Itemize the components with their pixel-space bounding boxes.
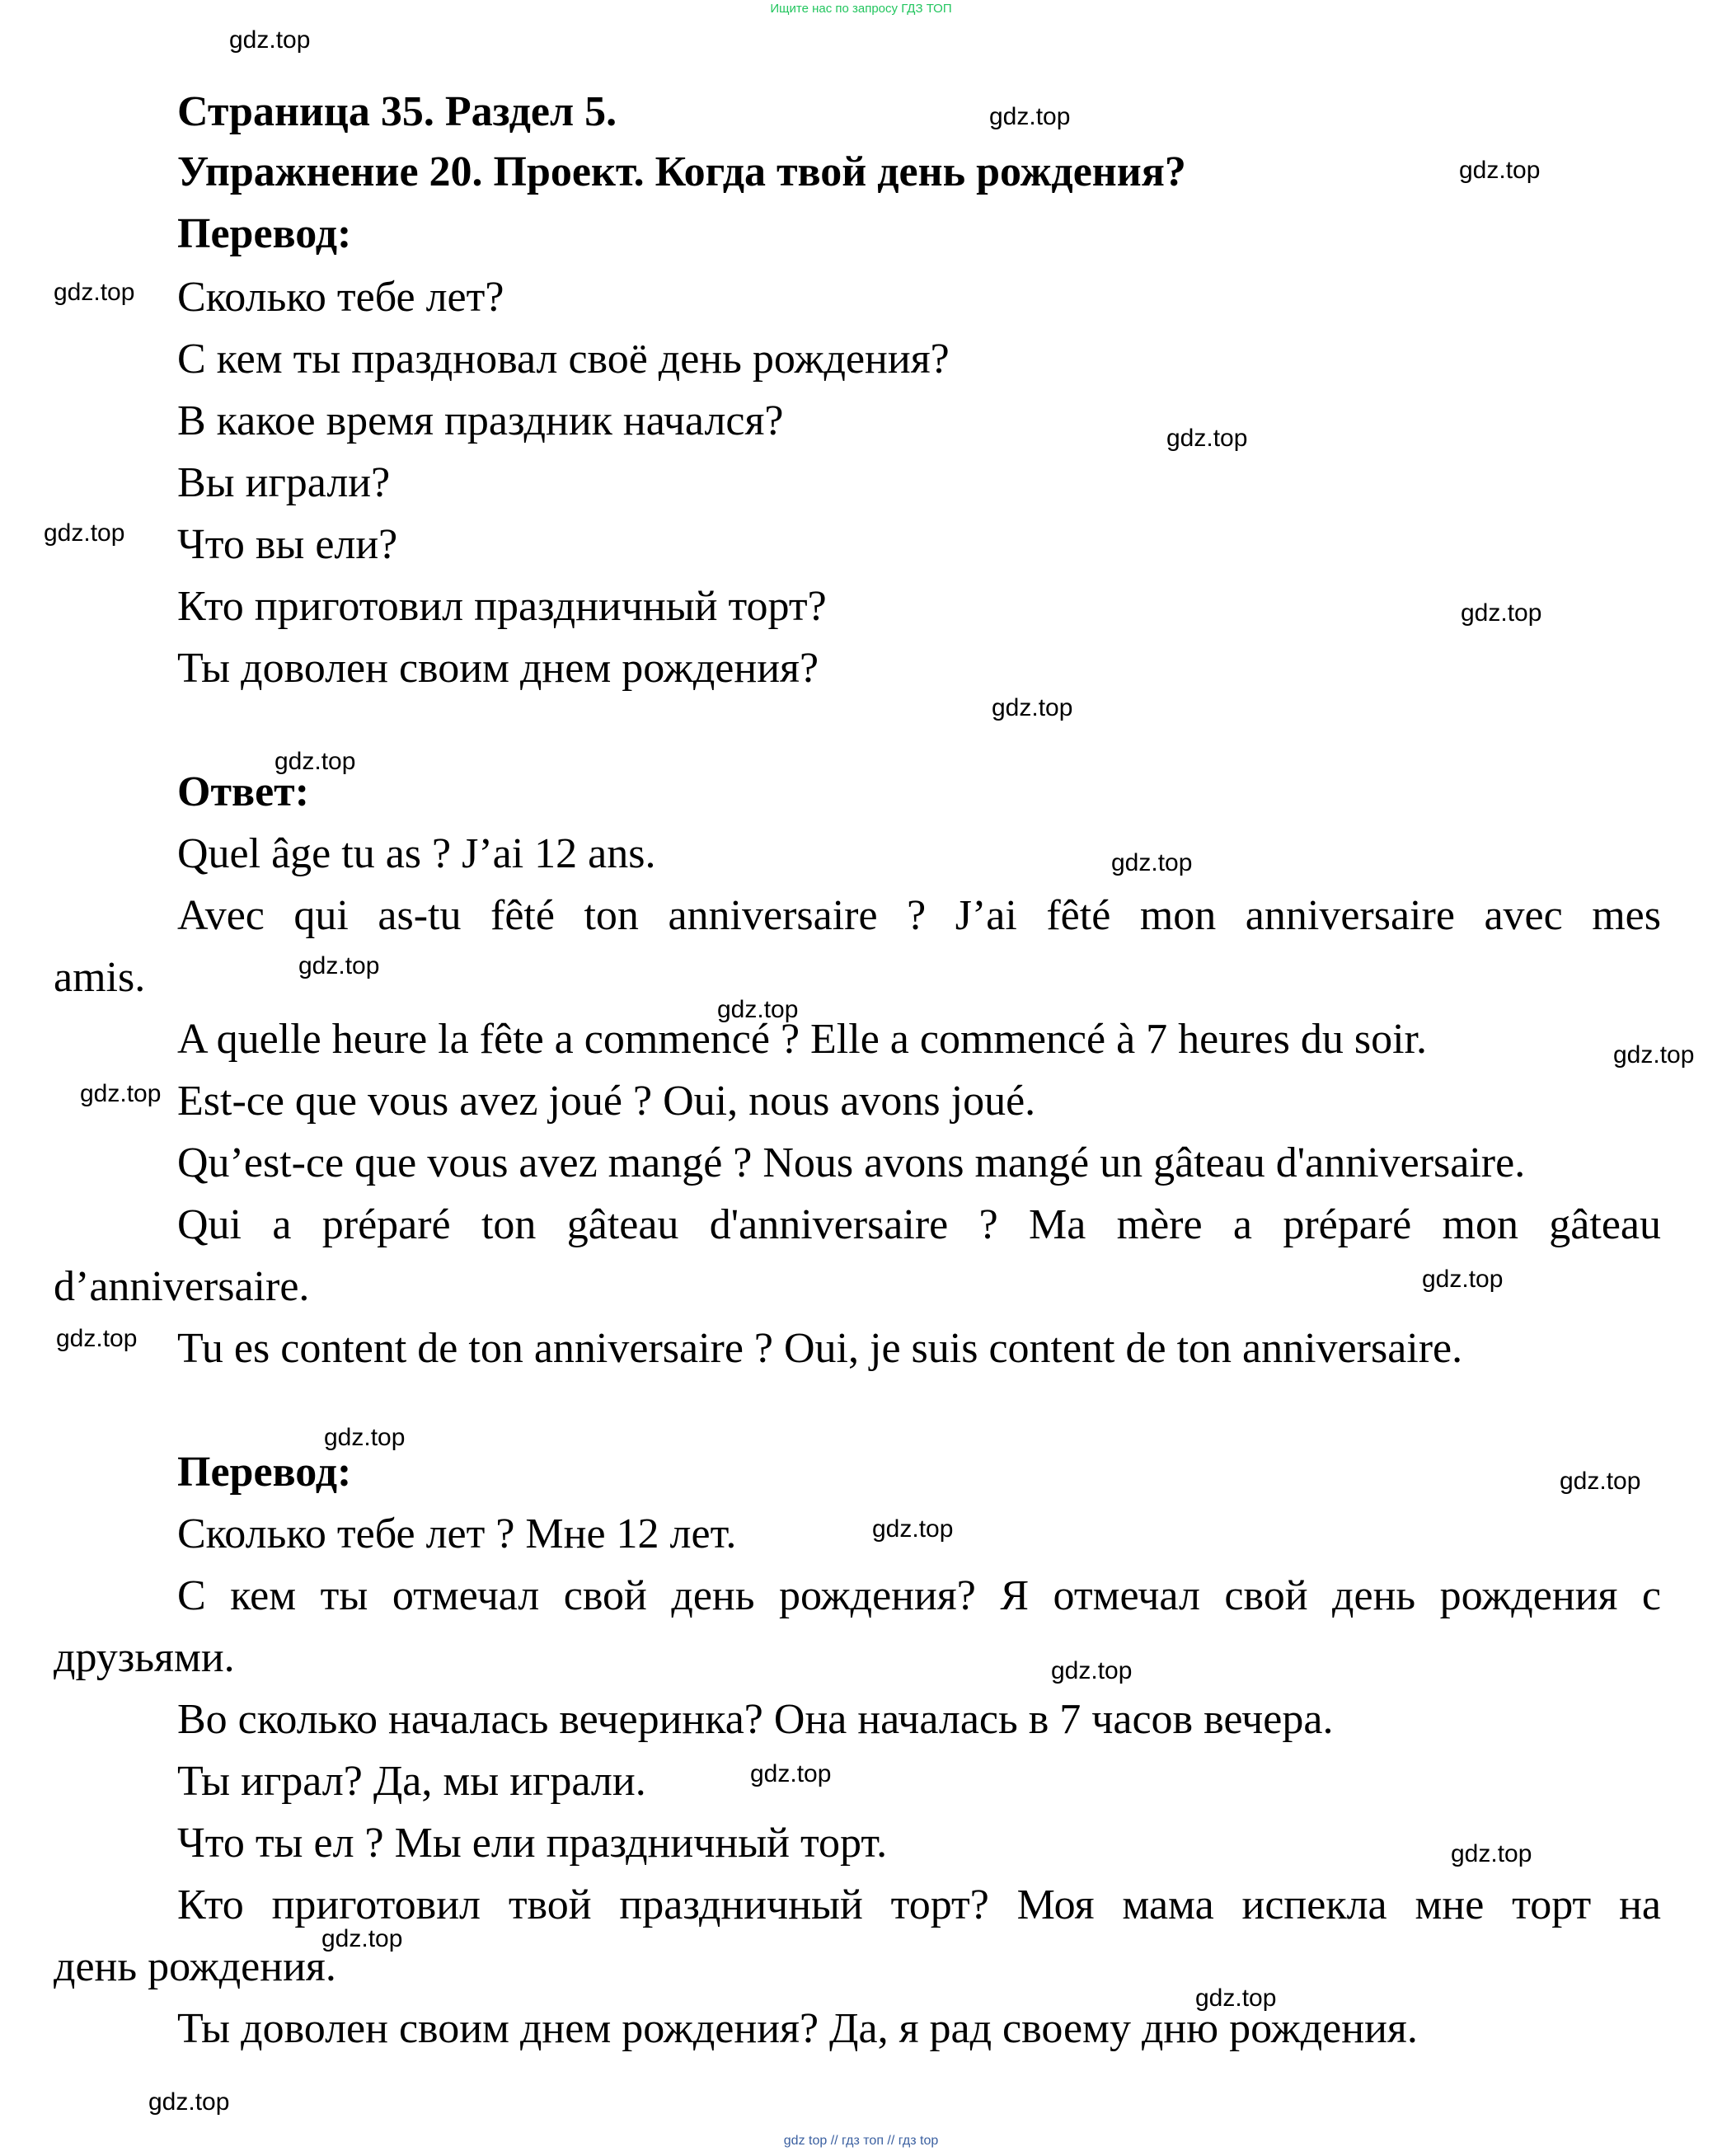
answer-line: Est-ce que vous avez joué ? Oui, nous avons joué. (177, 1078, 1036, 1125)
watermark: gdz.top (750, 1760, 832, 1787)
answer-line-continuation: amis. (54, 954, 146, 1001)
watermark: gdz.top (321, 1925, 403, 1952)
answer-line-continuation: d’anniversaire. (54, 1263, 310, 1310)
translation-line-continuation: день рождения. (54, 1943, 336, 1990)
watermark: gdz.top (1560, 1468, 1641, 1495)
question-line: Кто приготовил праздничный торт? (177, 583, 827, 630)
watermark: gdz.top (992, 694, 1073, 721)
question-line: С кем ты праздновал своё день рождения? (177, 336, 950, 383)
translation-line: Что ты ел ? Мы ели праздничный торт. (177, 1820, 888, 1867)
answer-line: Qui a préparé ton gâteau d'anniversaire ? Ma mère a préparé mon gâteau (177, 1201, 1661, 1248)
watermark: gdz.top (1111, 849, 1193, 876)
watermark: gdz.top (989, 103, 1071, 130)
answer-line: Avec qui as-tu fêté ton anniversaire ? J’ai fêté mon anniversaire avec mes (177, 892, 1661, 939)
translation-line: Сколько тебе лет ? Мне 12 лет. (177, 1510, 737, 1557)
question-line: Сколько тебе лет? (177, 274, 504, 321)
watermark: gdz.top (229, 26, 311, 54)
answer-line: Qu’est-ce que vous avez mangé ? Nous avons mangé un gâteau d'anniversaire. (177, 1139, 1526, 1186)
answer-line: Tu es content de ton anniversaire ? Oui, je suis content de ton anniversaire. (177, 1325, 1463, 1372)
watermark: gdz.top (274, 748, 356, 775)
watermark: gdz.top (1195, 1985, 1277, 2012)
translation-line: Ты доволен своим днем рождения? Да, я рад своему дню рождения. (177, 2005, 1418, 2052)
watermark: gdz.top (1422, 1266, 1504, 1293)
watermark: gdz.top (298, 952, 380, 979)
translation-line-continuation: друзьями. (54, 1634, 235, 1681)
bottom-banner[interactable]: gdz top // гдз топ // гдз top (783, 2134, 939, 2148)
watermark: gdz.top (324, 1424, 406, 1451)
exercise-title: Упражнение 20. Проект. Когда твой день рождения? (177, 148, 1186, 195)
watermark: gdz.top (1166, 425, 1248, 452)
watermark: gdz.top (80, 1080, 162, 1107)
watermark: gdz.top (1051, 1657, 1133, 1684)
watermark: gdz.top (54, 279, 135, 306)
watermark: gdz.top (44, 519, 125, 547)
translation-heading: Перевод: (177, 210, 352, 257)
translation-heading: Перевод: (177, 1449, 352, 1496)
watermark: gdz.top (56, 1325, 138, 1352)
watermark: gdz.top (1461, 599, 1542, 627)
watermark: gdz.top (872, 1515, 954, 1543)
answer-line: Quel âge tu as ? J’ai 12 ans. (177, 830, 656, 877)
watermark: gdz.top (1459, 157, 1541, 184)
watermark: gdz.top (717, 996, 799, 1023)
translation-line: Ты играл? Да, мы играли. (177, 1758, 646, 1805)
question-line: Ты доволен своим днем рождения? (177, 645, 819, 692)
answer-heading: Ответ: (177, 768, 310, 815)
watermark: gdz.top (1613, 1041, 1695, 1069)
question-line: Что вы ели? (177, 521, 398, 568)
answer-line: A quelle heure la fête a commencé ? Elle a commencé à 7 heures du soir. (177, 1016, 1427, 1063)
top-banner[interactable]: Ищите нас по запросу ГДЗ ТОП (770, 2, 952, 16)
question-line: В какое время праздник начался? (177, 397, 784, 444)
translation-line: Во сколько началась вечеринка? Она началась в 7 часов вечера. (177, 1696, 1334, 1743)
page-title: Страница 35. Раздел 5. (177, 88, 617, 135)
translation-line: С кем ты отмечал свой день рождения? Я отмечал свой день рождения с (177, 1572, 1661, 1619)
translation-line: Кто приготовил твой праздничный торт? Моя мама испекла мне торт на (177, 1881, 1661, 1928)
watermark: gdz.top (1451, 1840, 1532, 1867)
question-line: Вы играли? (177, 459, 391, 506)
watermark: gdz.top (148, 2088, 230, 2116)
